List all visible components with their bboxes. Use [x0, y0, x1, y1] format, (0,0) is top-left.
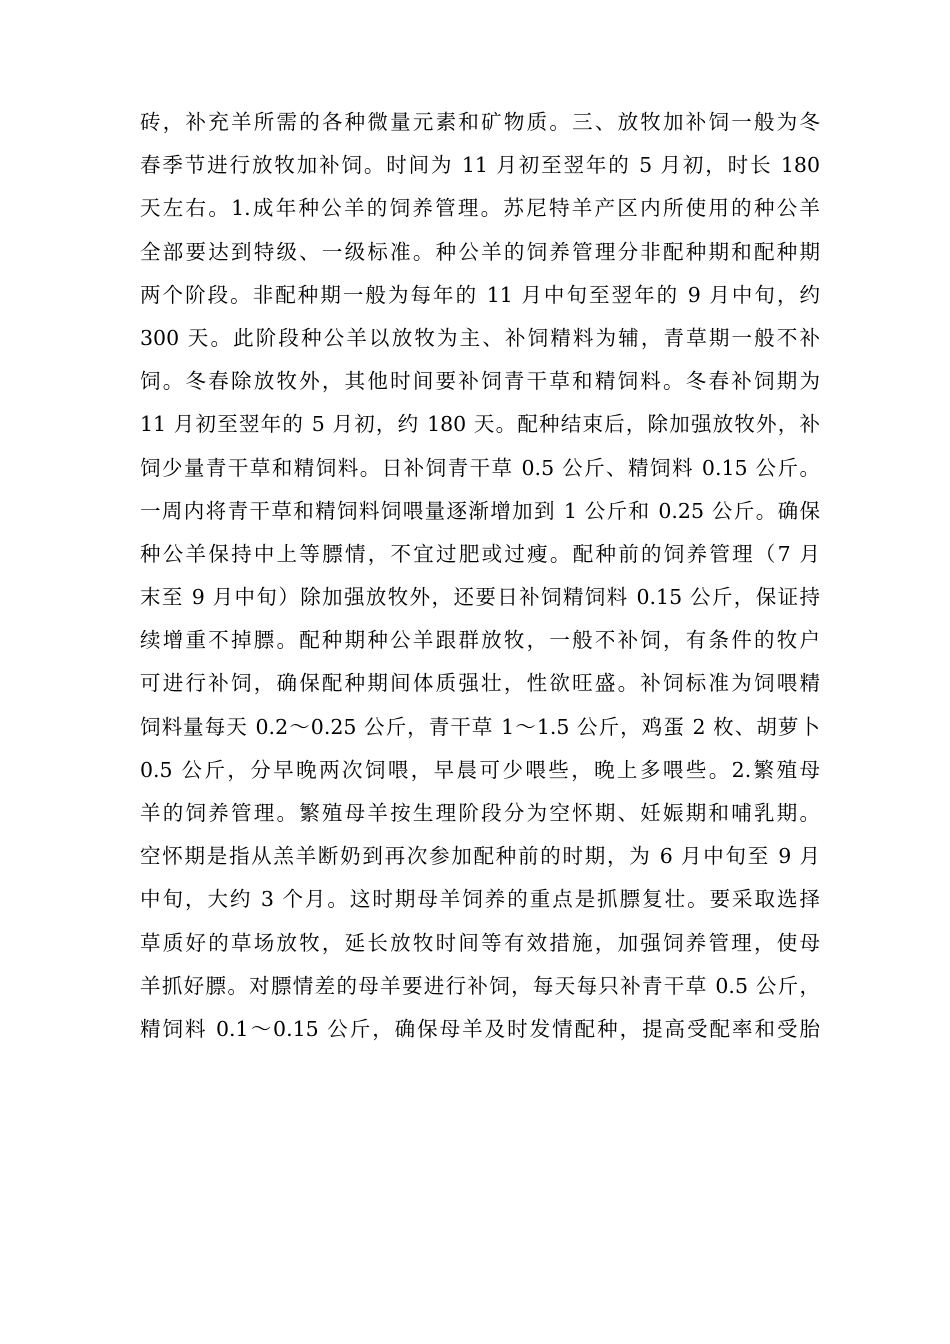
text-line: 羊的饲养管理。繁殖母羊按生理阶段分为空怀期、妊娠期和哺乳期。	[140, 801, 820, 825]
text-line: 草质好的草场放牧，延长放牧时间等有效措施，加强饲养管理，使母	[140, 930, 820, 955]
text-line: 一周内将青干草和精饲料饲喂量逐渐增加到 1 公斤和 0.25 公斤。确保	[140, 498, 820, 523]
text-line: 300 天。此阶段种公羊以放牧为主、补饲精料为辅，青草期一般不补	[140, 325, 820, 350]
text-line: 春季节进行放牧加补饲。时间为 11 月初至翌年的 5 月初，时长 180	[140, 153, 820, 178]
text-line: 中旬，大约 3 个月。这时期母羊饲养的重点是抓膘复壮。要采取选择	[140, 887, 820, 912]
text-line: 种公羊保持中上等膘情，不宜过肥或过瘦。配种前的饲养管理（7 月	[140, 541, 820, 566]
text-line: 饲。冬春除放牧外，其他时间要补饲青干草和精饲料。冬春补饲期为	[140, 369, 820, 394]
text-line: 末至 9 月中旬）除加强放牧外，还要日补饲精饲料 0.15 公斤，保证持	[140, 585, 820, 610]
text-line: 羊抓好膘。对膘情差的母羊要进行补饲，每天每只补青干草 0.5 公斤，	[140, 973, 820, 998]
text-line: 空怀期是指从羔羊断奶到再次参加配种前的时期，为 6 月中旬至 9 月	[140, 844, 820, 869]
text-line: 天左右。1.成年种公羊的饲养管理。苏尼特羊产区内所使用的种公羊	[140, 196, 820, 221]
text-line: 砖，补充羊所需的各种微量元素和矿物质。三、放牧加补饲一般为冬	[140, 110, 820, 134]
text-line: 饲料量每天 0.2～0.25 公斤，青干草 1～1.5 公斤，鸡蛋 2 枚、胡萝卜	[140, 714, 820, 739]
text-line: 精饲料 0.1～0.15 公斤，确保母羊及时发情配种，提高受配率和受胎	[140, 1016, 820, 1041]
text-line: 续增重不掉膘。配种期种公羊跟群放牧，一般不补饲，有条件的牧户	[140, 628, 820, 653]
text-line: 11 月初至翌年的 5 月初，约 180 天。配种结束后，除加强放牧外，补	[140, 412, 820, 437]
body-text	[140, 101, 820, 1051]
text-line: 0.5 公斤，分早晚两次饲喂，早晨可少喂些，晚上多喂些。2.繁殖母	[140, 757, 820, 782]
text-line: 全部要达到特级、一级标准。种公羊的饲养管理分非配种期和配种期	[140, 239, 820, 264]
text-line: 饲少量青干草和精饲料。日补饲青干草 0.5 公斤、精饲料 0.15 公斤。	[140, 455, 820, 480]
text-line: 可进行补饲，确保配种期间体质强壮，性欲旺盛。补饲标准为饲喂精	[140, 671, 820, 696]
text-line: 两个阶段。非配种期一般为每年的 11 月中旬至翌年的 9 月中旬，约	[140, 282, 820, 307]
